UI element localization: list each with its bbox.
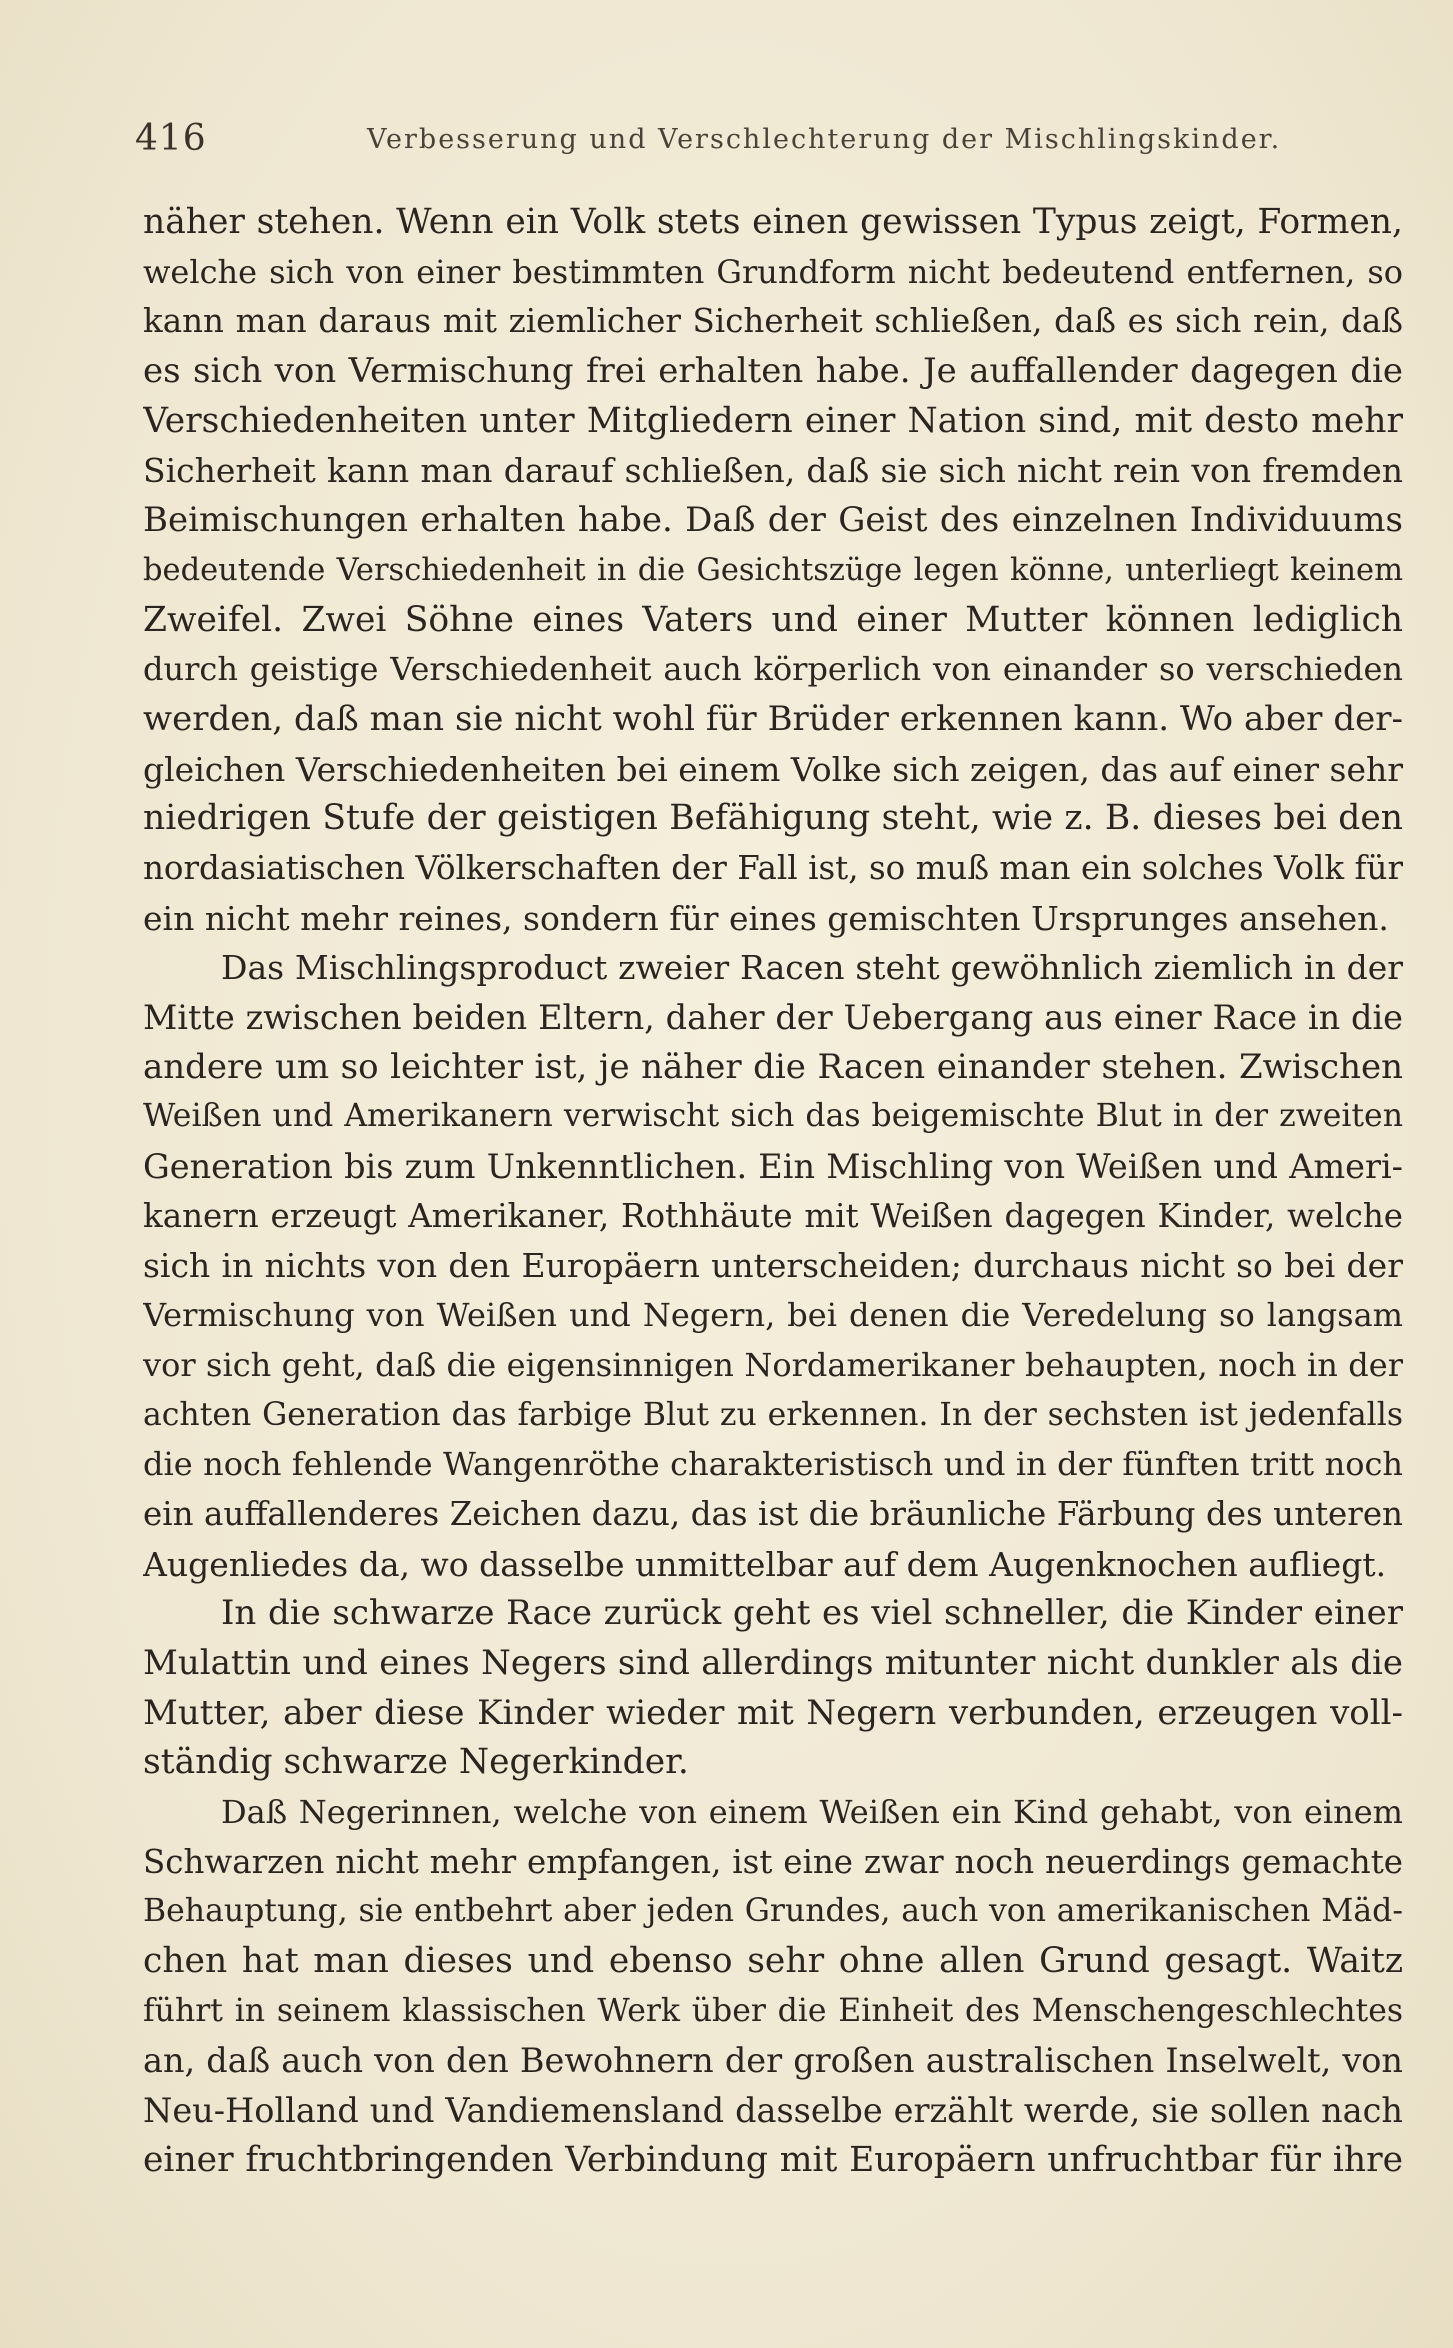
text-line: Schwarzen nicht mehr empfangen, ist eine zwar noch neuerdings gemachte <box>143 1842 1403 1881</box>
running-head <box>135 118 1403 168</box>
text-line: Verschiedenheiten unter Mitgliedern einer Nation sind, mit desto mehr <box>143 400 1403 441</box>
text-line: werden, daß man sie nicht wohl für Brüder erkennen kann. Wo aber der- <box>143 698 1403 739</box>
text-line: andere um so leichter ist, je näher die Racen einander stehen. Zwischen <box>143 1046 1403 1087</box>
text-line: Beimischungen erhalten habe. Daß der Geist des einzelnen Individuums <box>143 500 1403 541</box>
page-number: 416 <box>135 118 207 159</box>
text-line: nordasiatischen Völkerschaften der Fall ist, so muß man ein solches Volk für <box>143 848 1403 887</box>
text-line: Das Mischlingsproduct zweier Racen steht gewöhnlich ziemlich in der <box>221 948 1403 988</box>
text-line: Mitte zwischen beiden Eltern, daher der Uebergang aus einer Race in die <box>143 998 1403 1037</box>
text-line: durch geistige Verschiedenheit auch körperlich von einander so verschieden <box>143 650 1403 689</box>
text-line: niedrigen Stufe der geistigen Befähigung steht, wie z. B. dieses bei den <box>143 798 1403 839</box>
text-line: einer fruchtbringenden Verbindung mit Europäern unfruchtbar für ihre <box>143 2139 1403 2180</box>
text-line: Zweifel. Zwei Söhne eines Vaters und einer Mutter können lediglich <box>143 599 1403 640</box>
text-line: Sicherheit kann man darauf schließen, daß sie sich nicht rein von fremden <box>143 451 1403 491</box>
text-line: an, daß auch von den Bewohnern der großen australischen Inselwelt, von <box>143 2041 1403 2081</box>
text-line: Neu-Holland und Vandiemensland dasselbe erzählt werde, sie sollen nach <box>143 2091 1403 2131</box>
text-line: vor sich geht, daß die eigensinnigen Nordamerikaner behaupten, noch in der <box>143 1345 1403 1384</box>
text-line: ein nicht mehr reines, sondern für eines gemischten Ursprunges ansehen. <box>143 898 1389 938</box>
text-line: chen hat man dieses und ebenso sehr ohne allen Grund gesagt. Waitz <box>143 1941 1403 1982</box>
text-line: Vermischung von Weißen und Negern, bei denen die Veredelung so langsam <box>143 1296 1403 1335</box>
text-line: Generation bis zum Unkenntlichen. Ein Mischling von Weißen und Ameri- <box>143 1147 1403 1187</box>
text-line: bedeutende Verschiedenheit in die Gesichtszüge legen könne, unterliegt keinem <box>143 552 1403 588</box>
text-line: sich in nichts von den Europäern unterscheiden; durchaus nicht so bei der <box>143 1246 1403 1286</box>
text-line: führt in seinem klassischen Werk über die Einheit des Menschengeschlechtes <box>143 1992 1403 2029</box>
text-line: Mutter, aber diese Kinder wieder mit Negern verbunden, erzeugen voll- <box>143 1692 1403 1733</box>
text-line: Augenliedes da, wo dasselbe unmittelbar auf dem Augenknochen aufliegt. <box>143 1544 1387 1584</box>
text-line: ein auffallenderes Zeichen dazu, das ist die bräunliche Färbung des unteren <box>143 1494 1403 1533</box>
text-line: gleichen Verschiedenheiten bei einem Volke sich zeigen, das auf einer sehr <box>143 749 1403 789</box>
text-line: näher stehen. Wenn ein Volk stets einen gewissen Typus zeigt, Formen, <box>143 202 1403 242</box>
text-line: kanern erzeugt Amerikaner, Rothhäute mit Weißen dagegen Kinder, welche <box>143 1196 1403 1235</box>
text-line: es sich von Vermischung frei erhalten habe. Je auffallender dagegen die <box>143 351 1403 392</box>
running-title: Verbesserung und Verschlechterung der Mischlingskinder. <box>367 124 1282 155</box>
body-text <box>143 198 1403 2186</box>
text-line: Behauptung, sie entbehrt aber jeden Grundes, auch von amerikanischen Mäd- <box>143 1893 1403 1930</box>
text-line: Weißen und Amerikanern verwischt sich das beigemischte Blut in der zweiten <box>143 1098 1403 1135</box>
text-line: In die schwarze Race zurück geht es viel schneller, die Kinder einer <box>221 1593 1403 1634</box>
text-line: achten Generation das farbige Blut zu erkennen. In der sechsten ist jedenfalls <box>143 1396 1403 1433</box>
text-line: Mulattin und eines Negers sind allerdings mitunter nicht dunkler als die <box>143 1642 1403 1683</box>
text-line: welche sich von einer bestimmten Grundform nicht bedeutend entfernen, so <box>143 252 1403 291</box>
text-line: ständig schwarze Negerkinder. <box>143 1742 689 1783</box>
text-line: Daß Negerinnen, welche von einem Weißen ein Kind gehabt, von einem <box>221 1793 1403 1831</box>
text-line: die noch fehlende Wangenröthe charakteristisch und in der fünften tritt noch <box>143 1445 1403 1484</box>
text-line: kann man daraus mit ziemlicher Sicherheit schließen, daß es sich rein, daß <box>143 302 1403 341</box>
